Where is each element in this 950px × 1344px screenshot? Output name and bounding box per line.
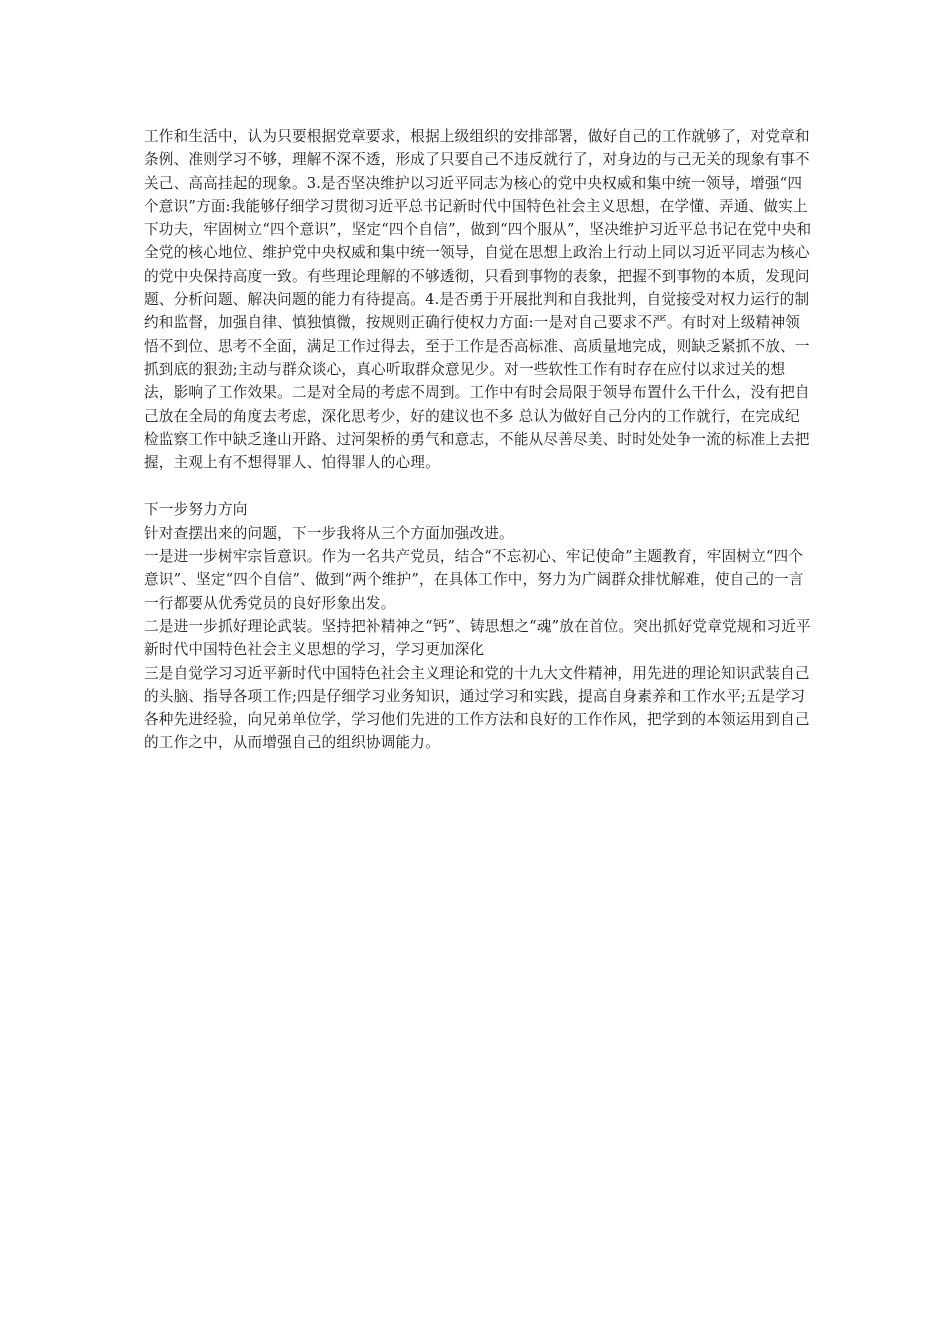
intro-paragraph: 针对查摆出来的问题，下一步我将从三个方面加强改进。: [144, 524, 514, 542]
section-heading: 下一步努力方向: [144, 501, 248, 519]
document-body: [144, 125, 814, 755]
improvement-item-3: 三是自觉学习习近平新时代中国特色社会主义理论和党的十九大文件精神，用先进的理论知识武装自己的头脑、指导各项工作;四是仔细学习业务知识，通过学习和实践，提高自身素养和工作水平;五是学习各种先进经验，向兄弟单位学，学习他们先进的工作方法和良好的工作作风，把学到的本领运用到自己的工作之中，从而增强自己的组织协调能力。: [144, 664, 810, 752]
improvement-item-2: 二是进一步抓好理论武装。坚持把补精神之“钙”、铸思想之“魂”放在首位。突出抓好党章党规和习近平新时代中国特色社会主义思想的学习，学习更加深化: [144, 617, 811, 659]
body-paragraph: 工作和生活中，认为只要根据党章要求，根据上级组织的安排部署，做好自己的工作就够了，对党章和条例、准则学习不够，理解不深不透，形成了只要自己不违反就行了，对身边的与己无关的现象有事不关己、高高挂起的现象。3.是否坚决维护以习近平同志为核心的党中央权威和集中统一领导，增强“四个意识”方面:我能够仔细学习贯彻习近平总书记新时代中国特色社会主义思想，在学懂、弄通、做实上下功夫，牢固树立“四个意识”，坚定“四个自信”，做到“四个服从”，坚决维护习近平总书记在党中央和全党的核心地位、维护党中央权威和集中统一领导，自觉在思想上政治上行动上同以习近平同志为核心的党中央保持高度一致。有些理论理解的不够透彻，只看到事物的表象，把握不到事物的本质，发现问题、分析问题、解决问题的能力有待提高。4.是否勇于开展批判和自我批判，自觉接受对权力运行的制约和监督，加强自律、慎独慎微，按规则正确行使权力方面:一是对自己要求不严。有时对上级精神领悟不到位、思考不全面，满足工作过得去，至于工作是否高标准、高质量地完成，则缺乏紧抓不放、一抓到底的狠劲;主动与群众谈心，真心听取群众意见少。对一些软性工作有时存在应付以求过关的想法，影响了工作效果。二是对全局的考虑不周到。工作中有时会局限于领导布置什么干什么，没有把自己放在全局的角度去考虑，深化思考少，好的建议也不多 总认为做好自己分内的工作就行，在完成纪检监察工作中缺乏逢山开路、过河架桥的勇气和意志，不能从尽善尽美、时时处处争一流的标准上去把握，主观上有不想得罪人、怕得罪人的心理。: [144, 128, 812, 472]
paragraph-spacer: [144, 474, 814, 498]
improvement-item-1: 一是进一步树牢宗旨意识。作为一名共产党员，结合“不忘初心、牢记使命”主题教育，牢固树立“四个意识”、坚定“四个自信”、做到“两个维护”，在具体工作中，努力为广阔群众排忧解难，使自己的一言一行都要从优秀党员的良好形象出发。: [144, 548, 804, 612]
